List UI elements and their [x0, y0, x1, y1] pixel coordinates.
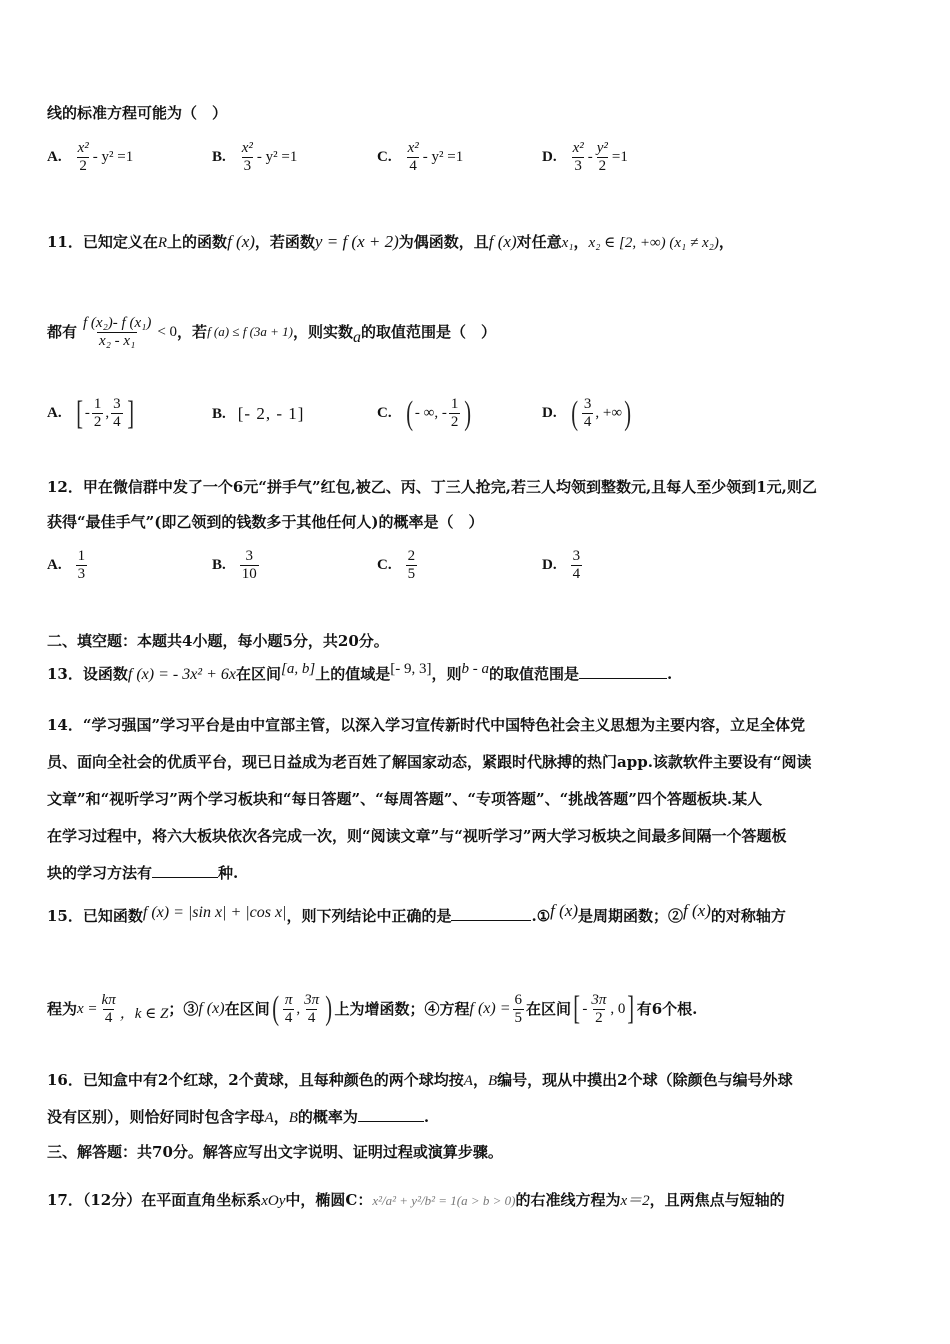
q10-stem: 线的标准方程可能为（ ）	[47, 104, 228, 122]
q17-line: 17．（12分）在平面直角坐标系xOy中，椭圆C：x²/a² + y²/b² = 1(a > b > 0)的右准线方程为x＝2，且两焦点与短轴的	[47, 1191, 785, 1209]
q12-option-b: B. $\frac{3}{10}$	[212, 548, 257, 582]
q12-line2: 获得“最佳手气”(即乙领到的钱数多于其他任何人)的概率是（ ）	[47, 513, 484, 531]
q12-option-c: C. $\frac{2}{5}$	[377, 548, 416, 582]
q14-line2: 员、面向全社会的优质平台，现已日益成为老百姓了解国家动态，紧跟时代脉搏的热门app.该款软件主要设有“阅读	[47, 753, 812, 771]
q11-line2: 都有 $\frac{\text{f (x₂)- f (x₁)}}{\text{x₂ - x₁}}$ < 0 ，若 f (a) ≤ f (3a + 1) ，则实数 a 的取值范围是（ ）	[47, 314, 497, 349]
q15-line1: 15．已知函数f (x) = |sin x| + |cos x|，则下列结论中正确的是 .①f (x)是周期函数；②f (x)的对称轴方	[47, 901, 786, 925]
q15-answer-blank[interactable]	[451, 906, 531, 921]
q16-answer-blank[interactable]	[358, 1107, 424, 1122]
q16-line1: 16．已知盒中有2个红球，2个黄球，且每种颜色的两个球均按A，B编号，现从中摸出2个球（除颜色与编号外球	[47, 1071, 793, 1089]
q14-line1: 14．“学习强国”学习平台是由中宣部主管，以深入学习宣传新时代中国特色社会主义思想为主要内容，立足全体党	[47, 716, 806, 734]
section2-heading: 二、填空题：本题共4小题，每小题5分，共20分。	[47, 632, 389, 650]
q12-option-d: D. $\frac{3}{4}$	[542, 548, 581, 582]
q10-option-a: A. $\frac{\text{x²}}{2}$ - y² =1	[47, 140, 134, 174]
q14-line4: 在学习过程中，将六大板块依次各完成一次，则“阅读文章”与“视听学习”两大学习板块之间最多间隔一个答题板	[47, 827, 787, 845]
q10-option-b: B. $\frac{\text{x²}}{3}$ - y² =1	[212, 140, 298, 174]
q11-option-b: B. [- 2, - 1]	[212, 404, 305, 423]
q14-line5: 块的学习方法有 种.	[47, 864, 239, 882]
q12-option-a: A. $\frac{1}{3}$	[47, 548, 86, 582]
q14-answer-blank[interactable]	[152, 863, 218, 878]
q15-line2: 程为 x = $\frac{k\pi}{4}$ ，k ∈ Z ；③ f (x) 在区间 ( $\frac{\pi}{4}$ , $\frac{3\pi}{4}$ ) 上为增函数；④方程 f (x) = $\frac{6}{5}$ 在区间 [ - $\frac{3\pi}{2}$ , 0 ] 有6个根.	[47, 990, 698, 1027]
q13-line: 13．设函数f (x) = - 3x² + 6x在区间[a, b]上的值域是[- 9, 3]，则b - a的取值范围是 .	[47, 661, 673, 683]
q13-answer-blank[interactable]	[579, 664, 667, 679]
section3-heading: 三、解答题：共70分。解答应写出文字说明、证明过程或演算步骤。	[47, 1143, 503, 1161]
q10-option-d: D. $\frac{\text{x²}}{3}$ - $\frac{\text{y²}}{2}$ =1	[542, 140, 628, 174]
q14-line3: 文章”和“视听学习”两个学习板块和“每日答题”、“每周答题”、“专项答题”、“挑战答题”四个答题板块.某人	[47, 790, 763, 808]
q11-option-a: A. [ - $\frac{1}{2}$ , $\frac{3}{4}$ ]	[47, 394, 134, 432]
ellipse-equation-image: x²/a² + y²/b² = 1(a > b > 0)	[372, 1193, 516, 1208]
q10-option-c: C. $\frac{\text{x²}}{4}$ - y² =1	[377, 140, 464, 174]
q11-line1: 11．已知定义在R上的函数f (x)，若函数y = f (x + 2)为偶函数，且f (x)对任意x₁，x₂ ∈ [2, +∞) (x₁ ≠ x₂)，	[47, 232, 734, 251]
q16-line2: 没有区别），则恰好同时包含字母A，B的概率为 .	[47, 1108, 430, 1126]
q11-option-d: D. ( $\frac{3}{4}$ , +∞ )	[542, 394, 632, 432]
q11-option-c: C. ( - ∞, - $\frac{1}{2}$ )	[377, 394, 472, 432]
q12-line1: 12．甲在微信群中发了一个6元“拼手气”红包,被乙、丙、丁三人抢完,若三人均领到整数元,且每人至少领到1元,则乙	[47, 478, 817, 496]
